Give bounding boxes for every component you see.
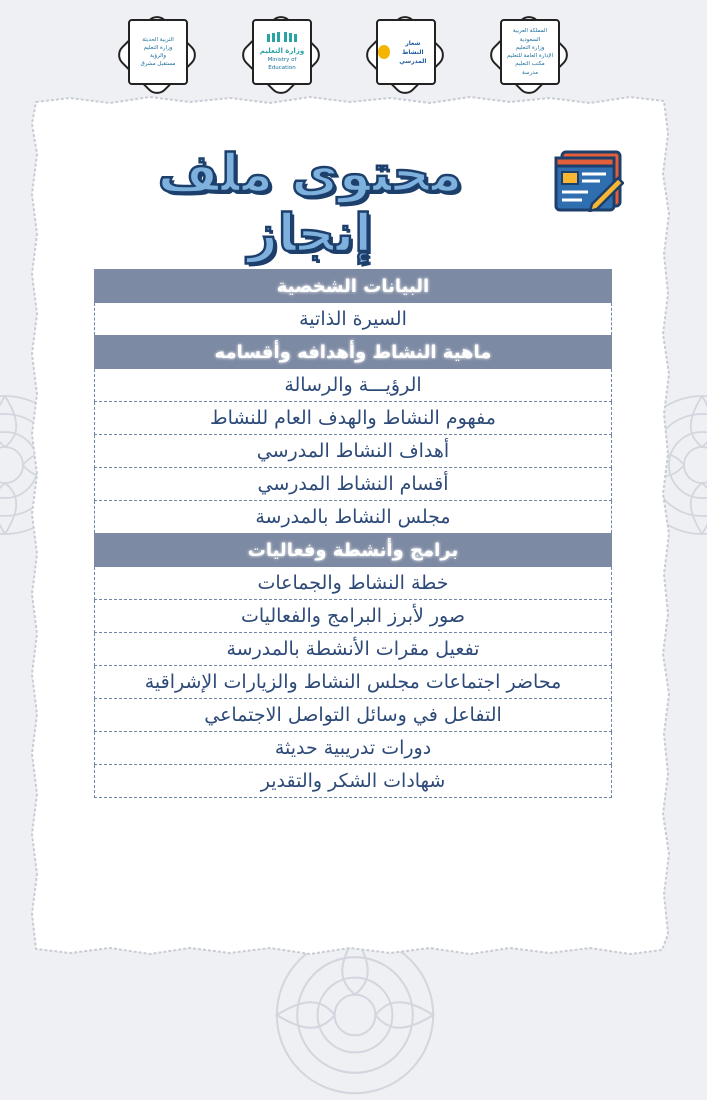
contents-item: أهداف النشاط المدرسي (95, 435, 612, 468)
contents-item: محاضر اجتماعات مجلس النشاط والزيارات الإشراقية (95, 666, 612, 699)
table-row (95, 501, 612, 534)
table-row (95, 666, 612, 699)
logo-text: مستقبل مشرق (140, 61, 176, 68)
table-row (95, 567, 612, 600)
logo-text: النشاط المدرسي (399, 48, 427, 65)
moe-emblem-icon (265, 32, 299, 46)
contents-item: مجلس النشاط بالمدرسة (95, 501, 612, 534)
contents-item: التفاعل في وسائل التواصل الاجتماعي (95, 699, 612, 732)
section-header-row (95, 270, 612, 303)
contents-item: أقسام النشاط المدرسي (95, 468, 612, 501)
ministry-header-card (500, 19, 560, 85)
logo-text: Ministry of Education (267, 57, 297, 72)
logo-text: والرؤية (149, 53, 167, 59)
logo-text: التربية الحديثة (142, 36, 174, 43)
table-row (95, 402, 612, 435)
contents-item: تفعيل مقرات الأنشطة بالمدرسة (95, 633, 612, 666)
contents-item: صور لأبرز البرامج والفعاليات (95, 600, 612, 633)
table-row (95, 765, 612, 798)
school-activity-logo-card (376, 19, 436, 85)
section-title: ماهية النشاط وأهدافه وأقسامه (95, 336, 612, 369)
vision-logo (116, 14, 196, 94)
table-row (95, 303, 612, 336)
moe-logo (240, 14, 320, 94)
contents-item: السيرة الذاتية (95, 303, 612, 336)
section-header-row (95, 534, 612, 567)
logo-text: شعار (405, 39, 421, 47)
logo-text: الإدارة العامة للتعليم (506, 53, 554, 59)
logo-text: المملكة العربية السعودية (512, 28, 548, 43)
contents-table (94, 269, 612, 798)
globe-icon (378, 45, 390, 59)
school-activity-logo (364, 14, 444, 94)
vision-logo-card (128, 19, 188, 85)
section-header-row (95, 336, 612, 369)
logo-text: وزارة التعليم (143, 44, 173, 51)
table-row (95, 633, 612, 666)
logo-row (0, 14, 707, 94)
table-row (95, 600, 612, 633)
school-badge (378, 39, 434, 66)
logo-text: وزارة التعليم (259, 46, 305, 55)
page-title: محتوى ملف إنجاز (157, 144, 463, 264)
logo-text: مدرسة (521, 69, 539, 76)
table-row (95, 468, 612, 501)
table-row (95, 732, 612, 765)
table-row (95, 369, 612, 402)
logo-text: وزارة التعليم (515, 44, 545, 51)
contents-item: مفهوم النشاط والهدف العام للنشاط (95, 402, 612, 435)
table-row (95, 699, 612, 732)
contents-item: خطة النشاط والجماعات (95, 567, 612, 600)
contents-item: شهادات الشكر والتقدير (95, 765, 612, 798)
contents-item: دورات تدريبية حديثة (95, 732, 612, 765)
logo-text: مكتب التعليم (515, 61, 545, 68)
ministry-header-logo (488, 14, 568, 94)
table-row (95, 435, 612, 468)
moe-logo-card (252, 19, 312, 85)
section-title: برامج وأنشطة وفعاليات (95, 534, 612, 567)
section-title: البيانات الشخصية (95, 270, 612, 303)
document-edit-icon (552, 148, 624, 212)
title-area (0, 140, 707, 264)
contents-item: الرؤيـــة والرسالة (95, 369, 612, 402)
